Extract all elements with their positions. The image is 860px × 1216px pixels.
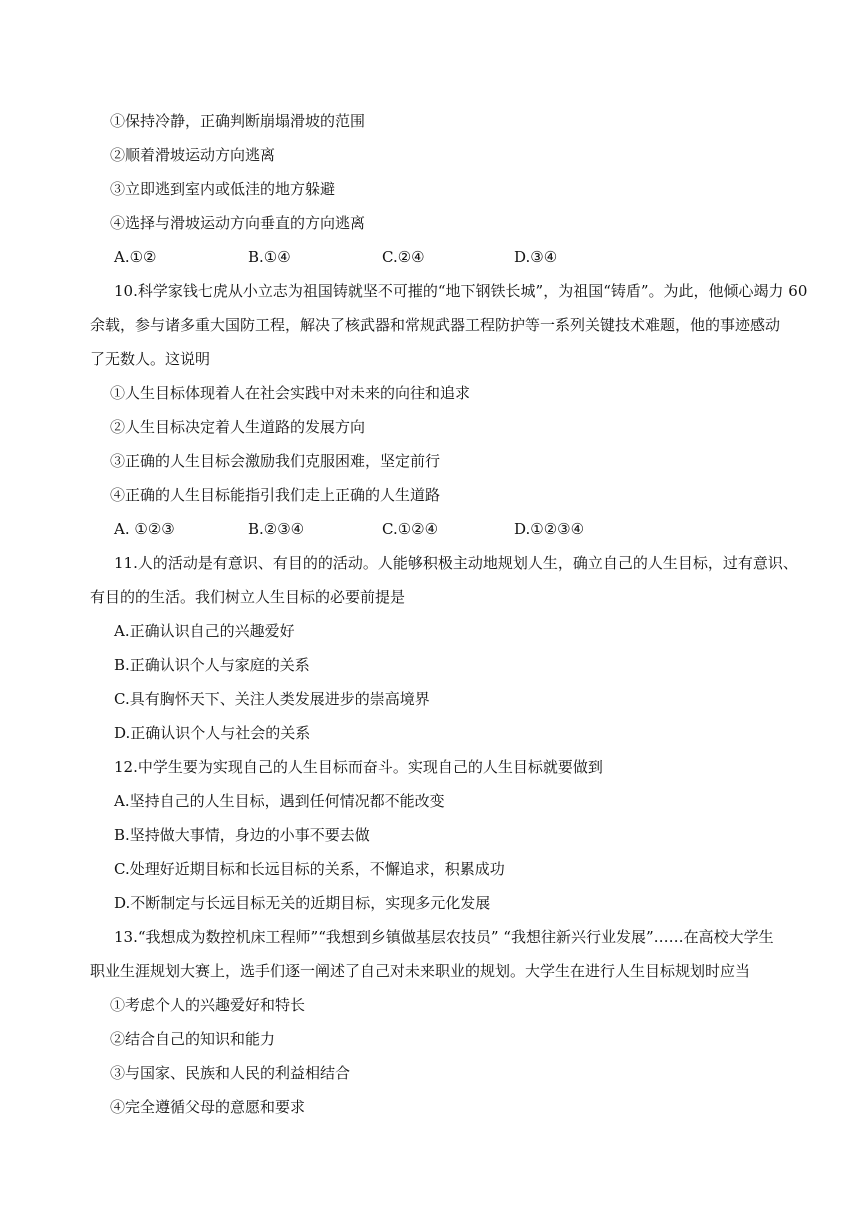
q9-item-4: ④选择与滑坡运动方向垂直的方向逃离 bbox=[110, 214, 366, 232]
q12-option-d: D.不断制定与长远目标无关的近期目标，实现多元化发展 bbox=[114, 894, 491, 912]
q11-option-b: B.正确认识个人与家庭的关系 bbox=[114, 656, 310, 674]
q9-option-c: C.②④ bbox=[382, 248, 425, 266]
q10-item-3: ③正确的人生目标会激励我们克服困难，坚定前行 bbox=[110, 452, 441, 470]
q9-option-d: D.③④ bbox=[514, 248, 558, 266]
q11-stem-line-2: 有目的的生活。我们树立人生目标的必要前提是 bbox=[90, 588, 406, 606]
q10-item-1: ①人生目标体现着人在社会实践中对未来的向往和追求 bbox=[110, 384, 471, 402]
q10-stem-line-2: 余载，参与诸多重大国防工程，解决了核武器和常规武器工程防护等一系列关键技术难题，他的事迹感动 bbox=[90, 316, 781, 334]
q13-stem-line-1: 13.“我想成为数控机床工程师”“我想到乡镇做基层农技员” “我想往新兴行业发展”……在高校大学生 bbox=[114, 928, 774, 946]
q12-stem: 12.中学生要为实现自己的人生目标而奋斗。实现自己的人生目标就要做到 bbox=[114, 758, 603, 776]
q12-option-c: C.处理好近期目标和长远目标的关系，不懈追求，积累成功 bbox=[114, 860, 505, 878]
q13-item-2: ②结合自己的知识和能力 bbox=[110, 1030, 276, 1048]
q11-option-c: C.具有胸怀天下、关注人类发展进步的崇高境界 bbox=[114, 690, 430, 708]
q9-item-1: ①保持冷静，正确判断崩塌滑坡的范围 bbox=[110, 112, 366, 130]
q11-option-a: A.正确认识自己的兴趣爱好 bbox=[114, 622, 295, 640]
q9-item-2: ②顺着滑坡运动方向逃离 bbox=[110, 146, 276, 164]
q12-option-a: A.坚持自己的人生目标，遇到任何情况都不能改变 bbox=[114, 792, 445, 810]
q10-stem-line-3: 了无数人。这说明 bbox=[90, 350, 211, 368]
q9-item-3: ③立即逃到室内或低洼的地方躲避 bbox=[110, 180, 336, 198]
q10-option-d: D.①②③④ bbox=[514, 520, 585, 538]
q12-option-b: B.坚持做大事情，身边的小事不要去做 bbox=[114, 826, 370, 844]
q10-option-a: A. ①②③ bbox=[114, 520, 175, 538]
q13-item-1: ①考虑个人的兴趣爱好和特长 bbox=[110, 996, 306, 1014]
q9-option-b: B.①④ bbox=[248, 248, 291, 266]
q11-option-d: D.正确认识个人与社会的关系 bbox=[114, 724, 311, 742]
q9-option-a: A.①② bbox=[114, 248, 157, 266]
q13-item-4: ④完全遵循父母的意愿和要求 bbox=[110, 1098, 306, 1116]
q13-item-3: ③与国家、民族和人民的利益相结合 bbox=[110, 1064, 351, 1082]
q11-stem-line-1: 11.人的活动是有意识、有目的的活动。人能够积极主动地规划人生，确立自己的人生目标，过有意识、 bbox=[114, 554, 798, 572]
q13-stem-line-2: 职业生涯规划大赛上，选手们逐一阐述了自己对未来职业的规划。大学生在进行人生目标规划时应当 bbox=[90, 962, 751, 980]
q10-item-2: ②人生目标决定着人生道路的发展方向 bbox=[110, 418, 366, 436]
q10-item-4: ④正确的人生目标能指引我们走上正确的人生道路 bbox=[110, 486, 441, 504]
q10-option-b: B.②③④ bbox=[248, 520, 305, 538]
q10-option-c: C.①②④ bbox=[382, 520, 439, 538]
q10-stem-line-1: 10.科学家钱七虎从小立志为祖国铸就坚不可摧的“地下钢铁长城”，为祖国“铸盾”。为此，他倾心竭力 60 bbox=[114, 282, 808, 300]
